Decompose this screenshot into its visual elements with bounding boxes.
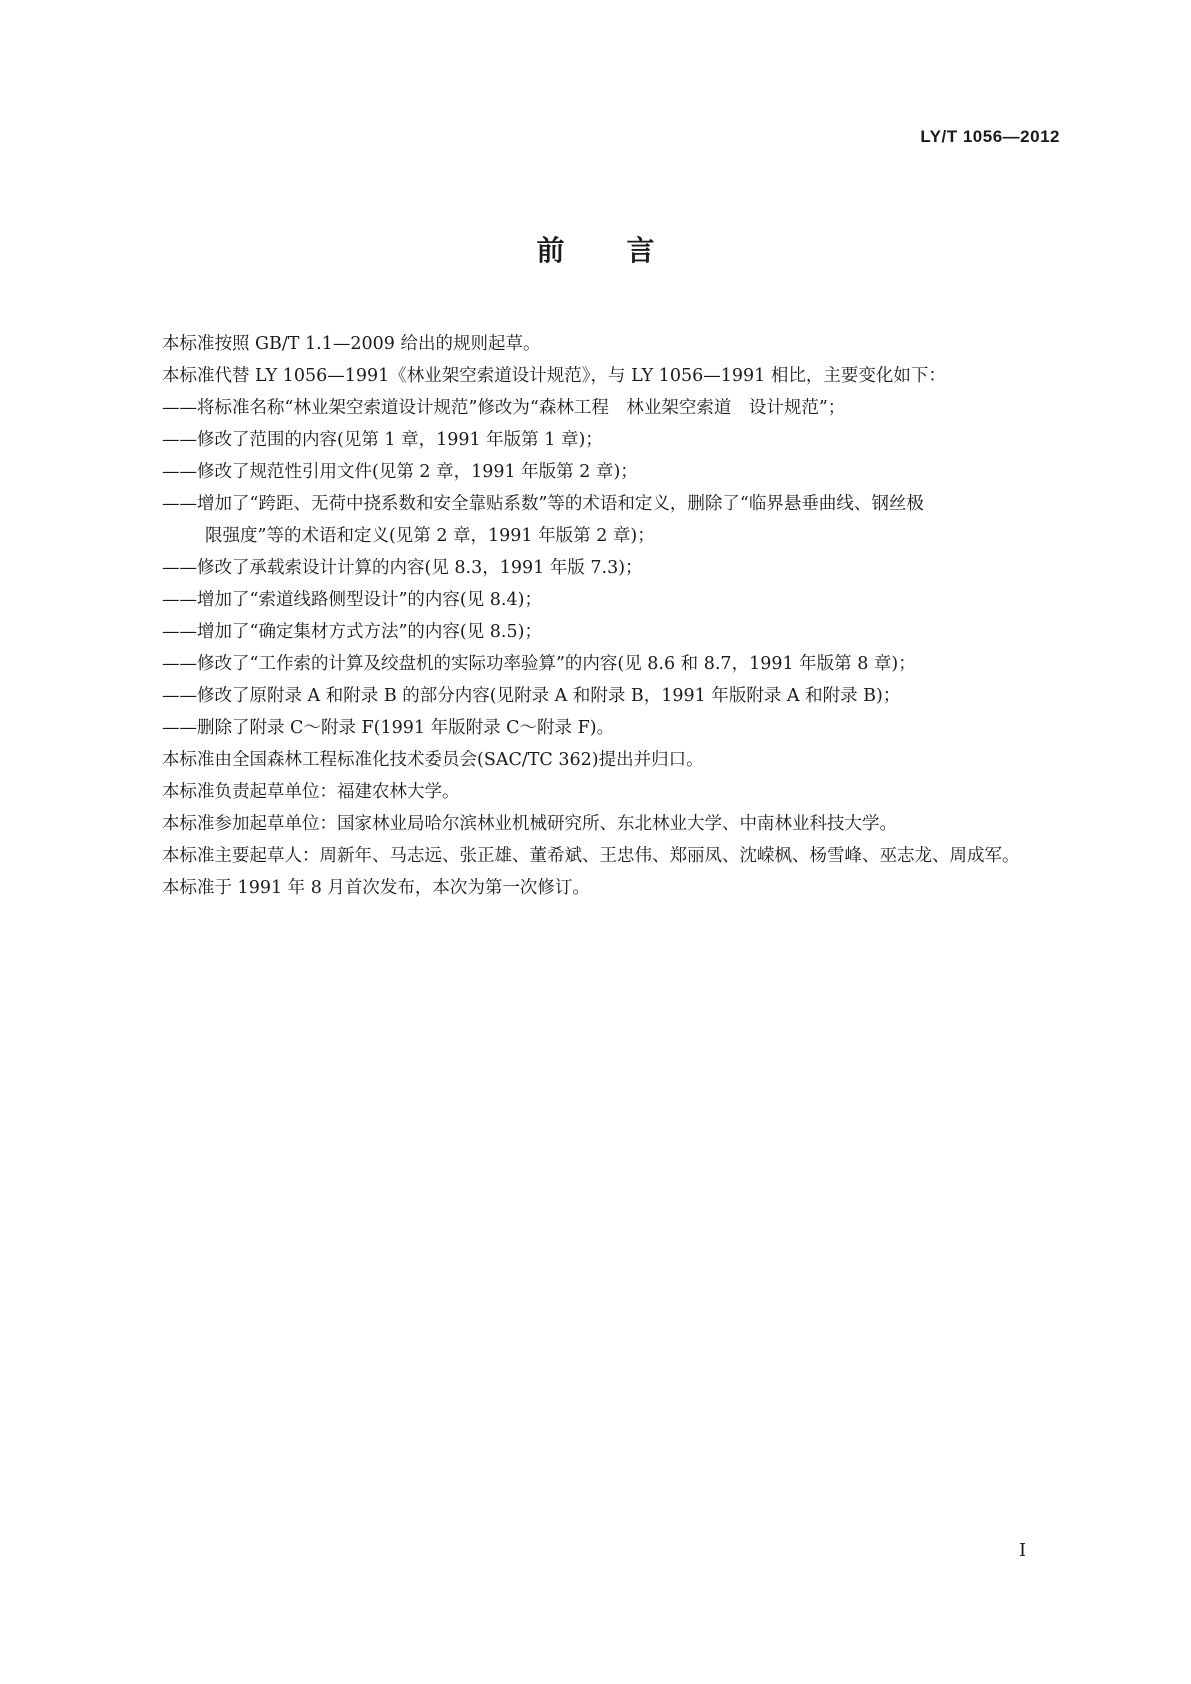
change-item: ——删除了附录 C～附录 F(1991 年版附录 C～附录 F)。 (162, 718, 615, 738)
paragraph-participating-units: 本标准参加起草单位：国家林业局哈尔滨林业机械研究所、东北林业大学、中南林业科技大学。 (162, 814, 897, 834)
paragraph-release-history: 本标准于 1991 年 8 月首次发布，本次为第一次修订。 (162, 878, 590, 898)
foreword-body (127, 328, 1067, 904)
paragraph-drafters: 本标准主要起草人：周新年、马志远、张正雄、董希斌、王忠伟、郑丽凤、沈嵘枫、杨雪峰、巫志龙、周成军。 (162, 846, 1020, 866)
paragraph-proposed-by: 本标准由全国森林工程标准化技术委员会(SAC/TC 362)提出并归口。 (162, 750, 704, 770)
change-item: ——修改了范围的内容(见第 1 章，1991 年版第 1 章)； (162, 430, 603, 450)
change-item: ——增加了“跨距、无荷中挠系数和安全靠贴系数”等的术语和定义，删除了“临界悬垂曲线、钢丝极 (162, 494, 924, 514)
paragraph-responsible-unit: 本标准负责起草单位：福建农林大学。 (162, 782, 460, 802)
change-item: ——增加了“确定集材方式方法”的内容(见 8.5)； (162, 622, 542, 642)
paragraph-drafting-rules: 本标准按照 GB/T 1.1—2009 给出的规则起草。 (162, 334, 541, 354)
change-item: ——修改了规范性引用文件(见第 2 章，1991 年版第 2 章)； (162, 462, 638, 482)
paragraph-replaces: 本标准代替 LY 1056—1991《林业架空索道设计规范》，与 LY 1056—1991 相比，主要变化如下： (162, 366, 946, 386)
change-item: ——修改了“工作索的计算及绞盘机的实际功率验算”的内容(见 8.6 和 8.7，1991 年版第 8 章)； (162, 654, 916, 674)
page-number: I (1019, 1540, 1027, 1561)
change-item: ——修改了承载索设计计算的内容(见 8.3，1991 年版 7.3)； (162, 558, 643, 578)
change-item: ——增加了“索道线路侧型设计”的内容(见 8.4)； (162, 590, 542, 610)
standard-code: LY/T 1056—2012 (920, 127, 1060, 146)
change-item-continuation: 限强度”等的术语和定义(见第 2 章，1991 年版第 2 章)； (205, 526, 655, 546)
change-item: ——修改了原附录 A 和附录 B 的部分内容(见附录 A 和附录 B，1991 年版附录 A 和附录 B)； (162, 686, 901, 706)
page-title: 前言 (536, 234, 717, 267)
change-item: ——将标准名称“林业架空索道设计规范”修改为“森林工程 林业架空索道 设计规范”； (162, 398, 846, 418)
